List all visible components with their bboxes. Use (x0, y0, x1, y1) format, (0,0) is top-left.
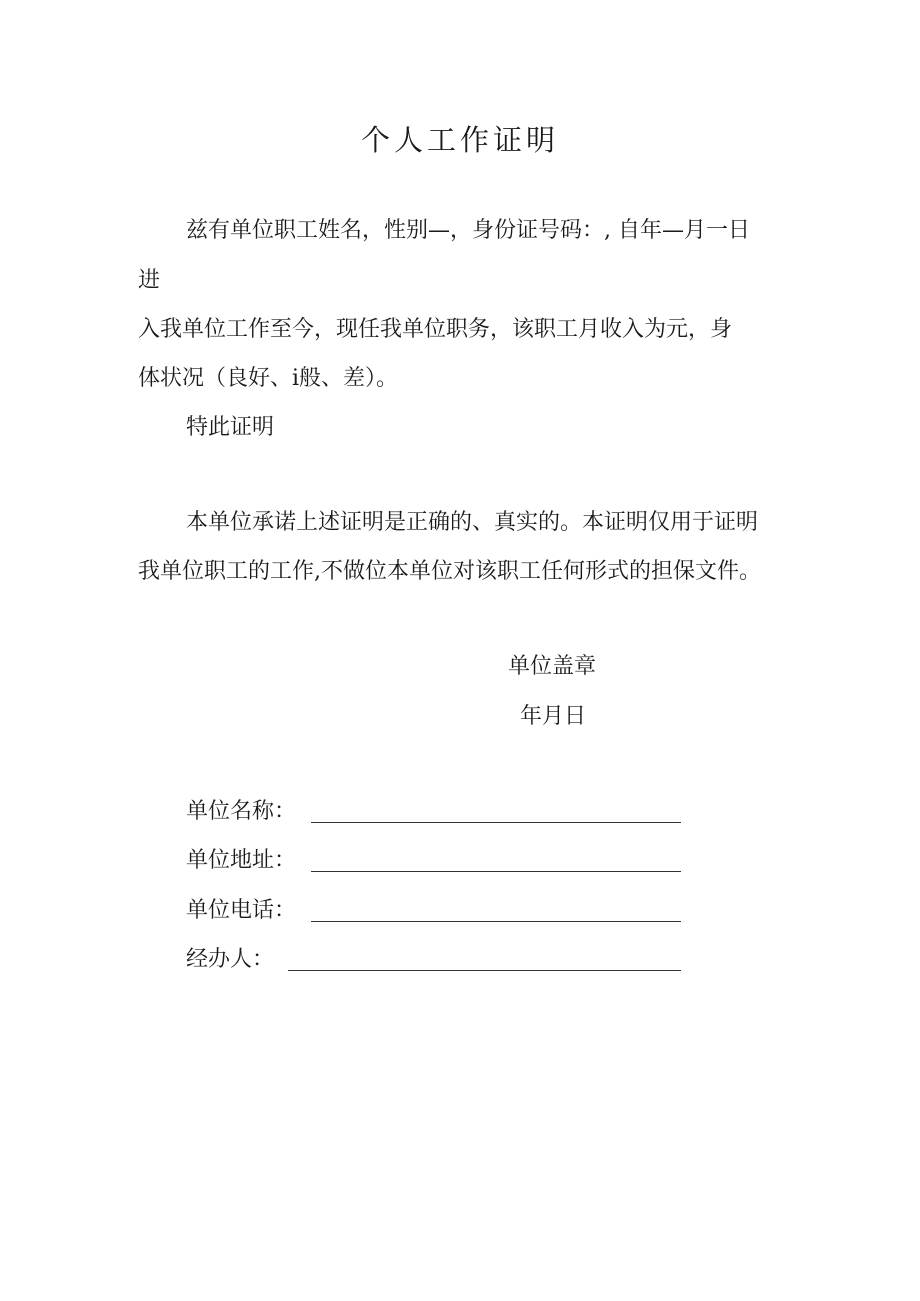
special-note: 特此证明 (186, 415, 275, 440)
paragraph1-line3: 入我单位工作至今，现任我单位职务，该职工月收入为元，身 (138, 317, 733, 342)
seal-date: 年月日 (520, 704, 587, 729)
paragraph2-line1: 本单位承诺上述证明是正确的、真实的。本证明仅用于证明 (186, 510, 759, 535)
paragraph2-line2: 我单位职工的工作,不做位本单位对该职工任何形式的担保文件。 (138, 559, 761, 584)
paragraph1-line2: 进 (138, 268, 161, 293)
seal-label: 单位盖章 (508, 654, 597, 679)
unit-name-label: 单位名称： (186, 799, 297, 824)
handler-field[interactable] (288, 970, 681, 971)
paragraph1-line4: 体状况（良好、i般、差）。 (138, 366, 399, 391)
unit-address-field[interactable] (311, 871, 681, 872)
unit-name-field[interactable] (311, 822, 681, 823)
paragraph1-line1: 兹有单位职工姓名，性别—，身份证号码：, 自年—月一日 (186, 218, 750, 243)
unit-phone-field[interactable] (311, 921, 681, 922)
document-title: 个人工作证明 (360, 123, 559, 157)
unit-address-label: 单位地址： (186, 848, 297, 873)
handler-label: 经办人： (186, 947, 275, 972)
unit-phone-label: 单位电话： (186, 898, 297, 923)
